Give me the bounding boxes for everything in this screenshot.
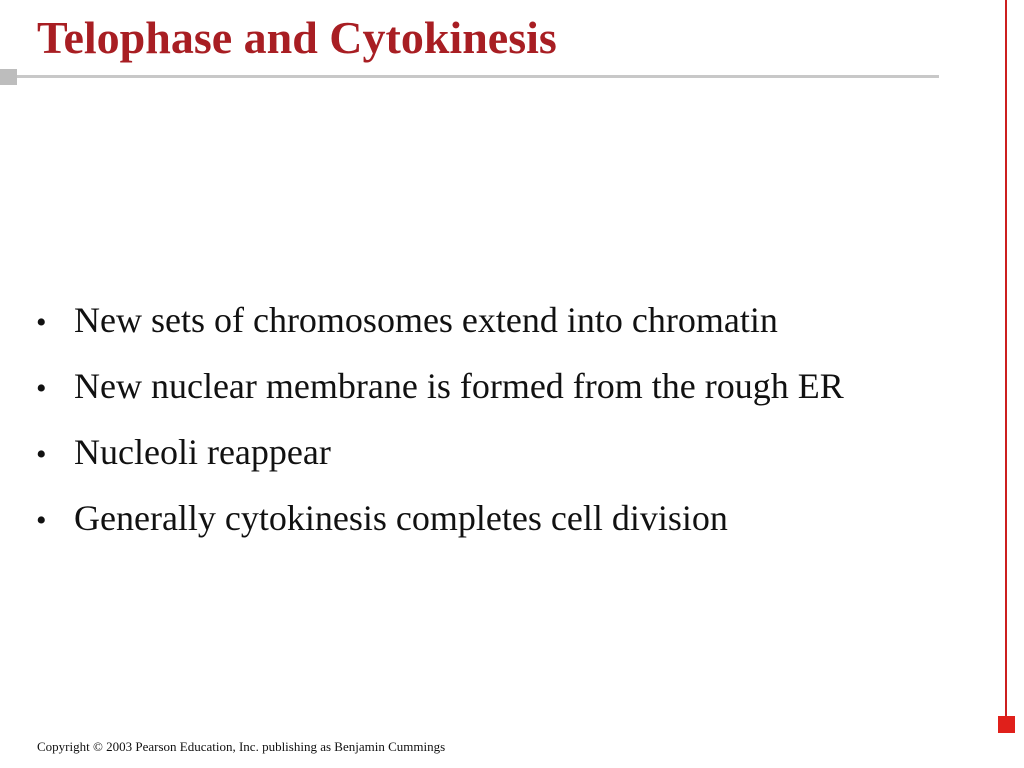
bullet-item (36, 296, 844, 347)
bullet-item (36, 428, 844, 479)
bullet-text: Generally cytokinesis completes cell division (74, 498, 728, 538)
bullet-text: New sets of chromosomes extend into chromatin (74, 300, 778, 340)
bullet-marker: • (36, 372, 47, 405)
bullet-item (36, 362, 844, 413)
title-decoration-square (0, 69, 17, 85)
copyright-footer: Copyright © 2003 Pearson Education, Inc. publishing as Benjamin Cummings (37, 739, 446, 754)
bullet-text: Nucleoli reappear (74, 432, 331, 472)
bullet-marker: • (36, 438, 47, 471)
corner-decoration-square (998, 716, 1015, 733)
bullet-list (36, 296, 844, 560)
bullet-text: New nuclear membrane is formed from the rough ER (74, 366, 844, 406)
bullet-marker: • (36, 306, 47, 339)
bullet-item (36, 494, 844, 545)
title-divider (17, 75, 939, 78)
right-border-line (1005, 0, 1007, 718)
slide-title: Telophase and Cytokinesis (37, 12, 557, 63)
bullet-marker: • (36, 504, 47, 537)
